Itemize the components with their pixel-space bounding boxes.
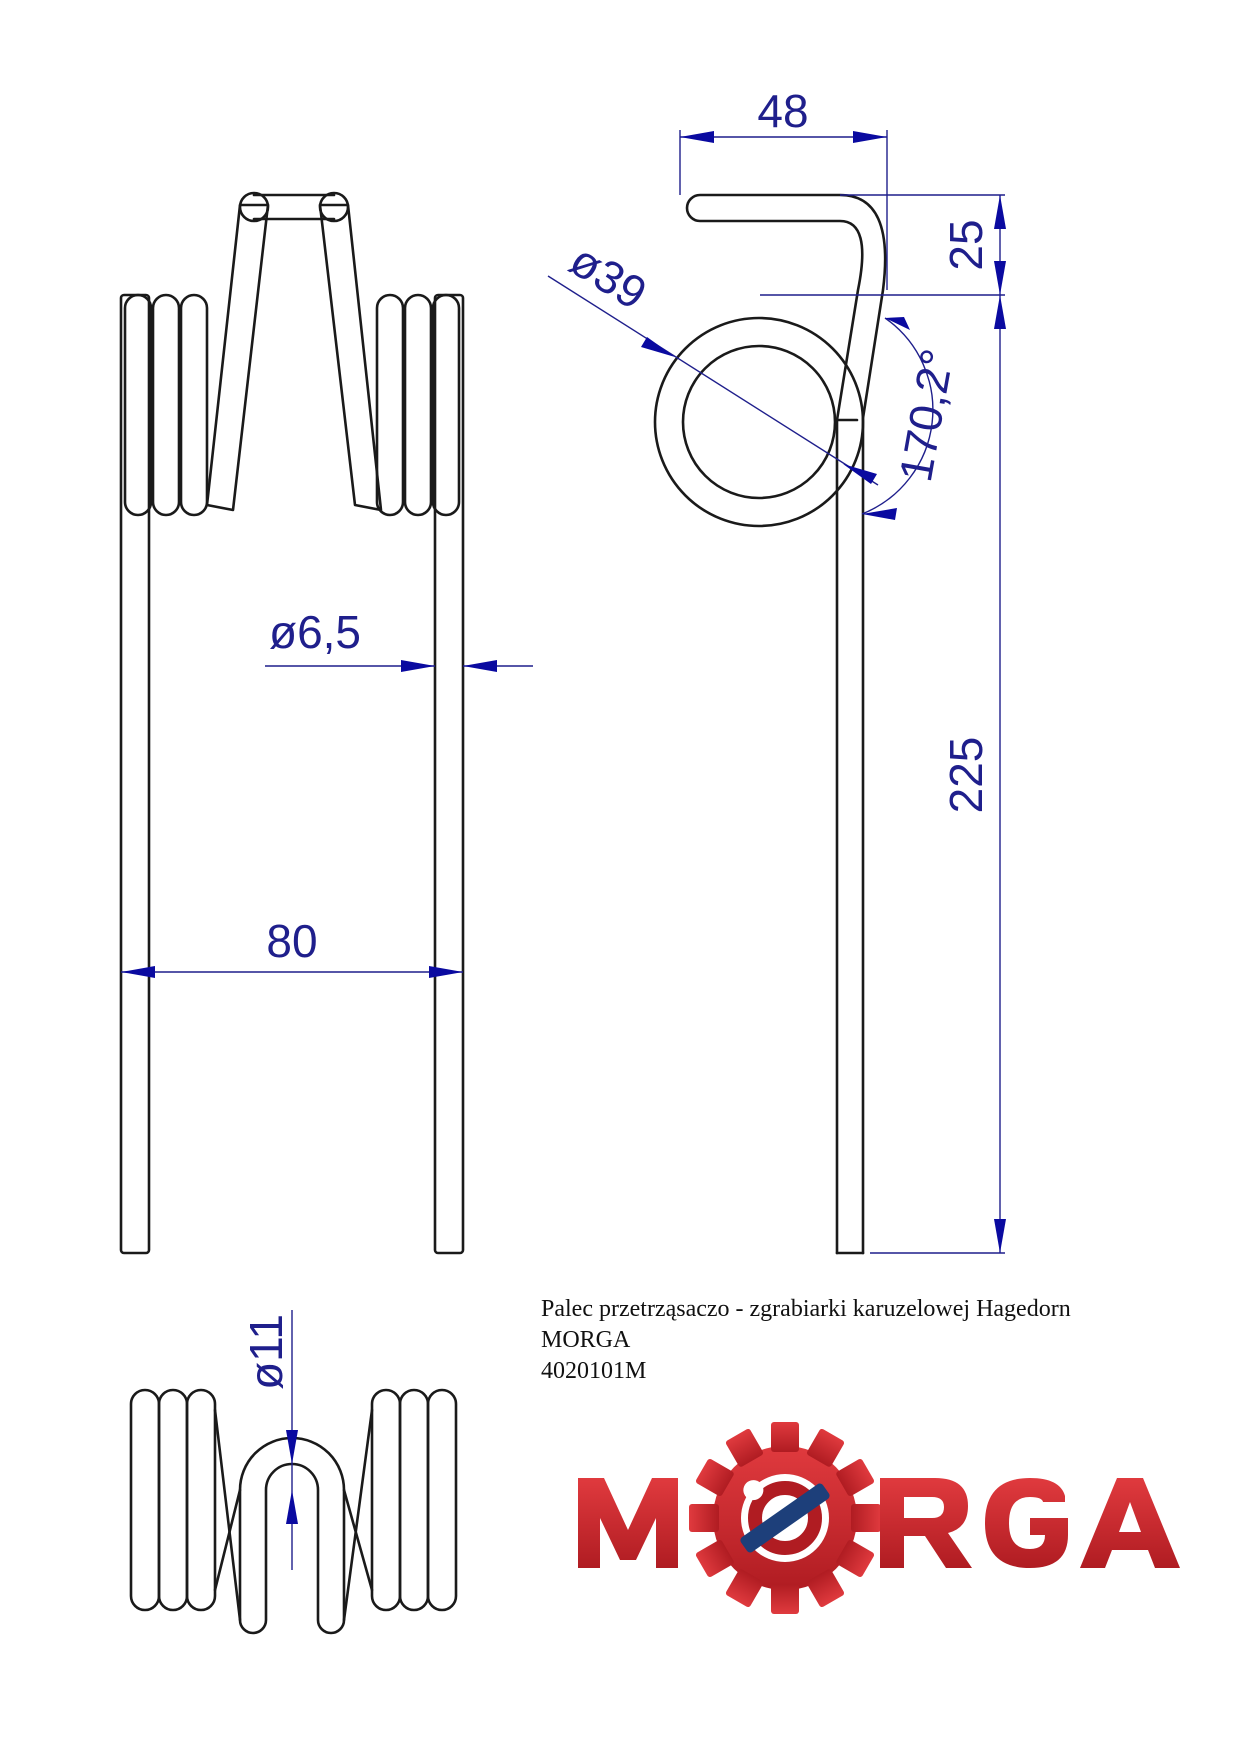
dim-text-leg-spacing: 80 [266, 915, 318, 967]
left-coil [125, 295, 207, 515]
dim-text-hook: 25 [940, 219, 992, 271]
gear-wrench-logo [689, 1422, 881, 1614]
caption-part-number: 4020101M [541, 1358, 647, 1384]
v-bar [207, 193, 381, 510]
front-view [121, 193, 463, 1253]
caption-brand: MORGA [541, 1327, 631, 1353]
morga-logo [578, 1422, 1180, 1614]
dim-text-wire-diameter: ø6,5 [268, 606, 362, 658]
dim-text-coil-diameter: ø39 [561, 233, 656, 320]
coil-inner [655, 318, 863, 526]
dim-text-angle: 170,2° [889, 344, 964, 486]
dim-width-top [680, 130, 887, 290]
coil-outer [683, 346, 835, 498]
dim-wire-diameter [265, 660, 533, 672]
dim-coil-diameter [548, 276, 878, 485]
side-view [655, 195, 885, 1253]
caption-title: Palec przetrząsaczo - zgrabiarki karuzelowej Hagedorn [541, 1296, 1071, 1322]
right-coil [377, 295, 459, 515]
dim-text-inner-diameter: ø11 [240, 1314, 292, 1390]
dim-text-length: 225 [940, 736, 992, 814]
dim-leg-spacing [121, 966, 463, 978]
bottom-right-coil [372, 1390, 456, 1610]
caption-block [541, 1294, 1071, 1387]
shank [687, 195, 885, 1253]
bottom-left-coil [131, 1390, 215, 1610]
dim-text-width-top: 48 [757, 85, 809, 137]
